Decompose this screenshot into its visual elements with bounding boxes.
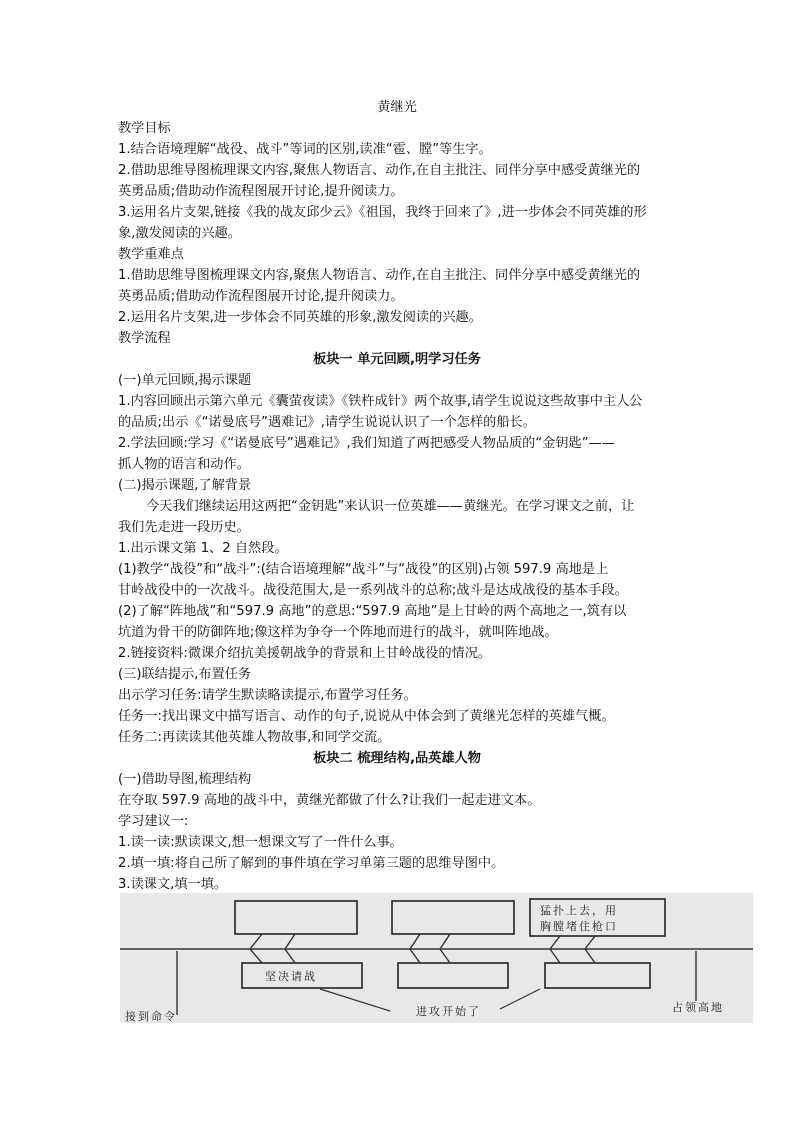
key-point-line: 1.借助思维导图梳理课文内容,聚焦人物语言、动作,在自主批注、同伴分享中感受黄继光的 xyxy=(118,268,641,283)
label-right: 占领高地 xyxy=(672,1001,724,1014)
connector xyxy=(585,936,595,949)
goal-line: 2.借助思维导图梳理课文内容,聚焦人物语言、动作,在自主批注、同伴分享中感受黄继光的 xyxy=(118,163,641,178)
key-point-line: 英勇品质;借助动作流程图展开讨论,提升阅读力。 xyxy=(118,289,404,304)
block2-line: (一)借助导图,梳理结构 xyxy=(118,772,252,787)
block1-line: 1.出示课文第 1、2 自然段。 xyxy=(118,541,288,556)
block1-line: (三)联结提示,布置任务 xyxy=(118,667,252,682)
box-text: 胸膛堵住枪口 xyxy=(540,920,618,933)
goal-line: 3.运用名片支架,链接《我的战友邱少云》《祖国，我终于回来了》,进一步体会不同英雄的形 xyxy=(118,205,647,220)
connector xyxy=(250,949,262,963)
block1-line: (2)了解“阵地战”和“597.9 高地”的意思:“597.9 高地”是上甘岭的两个高地之一,筑有以 xyxy=(118,604,627,619)
label-left: 接到命令 xyxy=(125,1010,177,1023)
connector xyxy=(440,934,450,949)
connector xyxy=(410,949,420,963)
block2-line: 学习建议一: xyxy=(118,814,189,829)
block1-line: 2.链接资料:微课介绍抗美援朝战争的背景和上甘岭战役的情况。 xyxy=(118,646,492,661)
block1-line: 坑道为骨干的防御阵地;像这样为争夺一个阵地而进行的战斗，就叫阵地战。 xyxy=(118,625,558,640)
block1-line: (1)教学“战役”和“战斗”:(结合语境理解“战斗”与“战役”的区别)占领 597.9 高地是上 xyxy=(118,562,609,577)
block1-title: 板块一 单元回顾,明学习任务 xyxy=(313,352,481,367)
connector xyxy=(285,949,295,963)
label-middle: 进攻开始了 xyxy=(416,1005,481,1018)
flow-heading: 教学流程 xyxy=(118,331,171,346)
connector xyxy=(440,949,450,963)
connector xyxy=(285,934,295,949)
connector xyxy=(550,949,560,963)
block1-line: (二)揭示课题,了解背景 xyxy=(118,478,252,493)
block2-line: 在夺取 597.9 高地的战斗中，黄继光都做了什么?让我们一起走进文本。 xyxy=(118,793,541,808)
top-box-2 xyxy=(392,901,514,934)
goals-heading: 教学目标 xyxy=(118,121,171,136)
block2-line: 1.读一读:默读课文,想一想课文写了一件什么事。 xyxy=(118,835,403,850)
goal-line: 象,激发阅读的兴趣。 xyxy=(118,226,241,241)
bottom-box-3 xyxy=(545,963,650,988)
block2-line: 3.读课文,填一填。 xyxy=(118,877,228,892)
block1-line: 任务二:再读读其他英雄人物故事,和同学交流。 xyxy=(118,730,391,745)
connector xyxy=(550,936,560,949)
key-point-line: 2.运用名片支架,进一步体会不同英雄的形象,激发阅读的兴趣。 xyxy=(118,310,482,325)
block1-line: 1.内容回顾出示第六单元《囊萤夜读》《铁杵成针》两个故事,请学生说说这些故事中主人公 xyxy=(118,394,643,409)
box-text: 猛扑上去，用 xyxy=(540,904,618,917)
goal-line: 英勇品质;借助动作流程图展开讨论,提升阅读力。 xyxy=(118,184,404,199)
top-box-1 xyxy=(235,901,357,934)
block1-line: 2.学法回顾:学习《“诺曼底号”遇难记》,我们知道了两把感受人物品质的“金钥匙”—— xyxy=(118,436,615,451)
connector xyxy=(250,934,262,949)
document-title: 黄继光 xyxy=(377,100,417,115)
block1-line: 我们先走进一段历史。 xyxy=(118,520,250,535)
block1-line: 出示学习任务:请学生默读略读提示,布置学习任务。 xyxy=(118,688,417,703)
connector xyxy=(410,934,420,949)
block1-line: 的品质;出示《“诺曼底号”遇难记》,请学生说说认识了一个怎样的船长。 xyxy=(118,415,536,430)
mind-map-svg xyxy=(120,893,753,1023)
block1-line: 甘岭战役中的一次战斗。战役范围大,是一系列战斗的总称;战斗是达成战役的基本手段。 xyxy=(118,583,628,598)
bottom-box-2 xyxy=(398,963,508,988)
box-text: 坚决请战 xyxy=(265,970,317,983)
block2-title: 板块二 梳理结构,品英雄人物 xyxy=(313,751,481,766)
pointer-line xyxy=(320,989,390,1011)
pointer-line xyxy=(500,989,540,1009)
block2-line: 2.填一填:将自己所了解到的事件填在学习单第三题的思维导图中。 xyxy=(118,856,505,871)
mind-map-diagram xyxy=(120,893,753,1023)
block1-line: 抓人物的语言和动作。 xyxy=(118,457,250,472)
goal-line: 1.结合语境理解“战役、战斗”等词的区别,读准“雹、膛”等生字。 xyxy=(118,142,492,157)
block1-line: (一)单元回顾,揭示课题 xyxy=(118,373,252,388)
connector xyxy=(585,949,595,963)
block1-line: 今天我们继续运用这两把“金钥匙”来认识一位英雄——黄继光。在学习课文之前，让 xyxy=(146,499,635,514)
block1-line: 任务一:找出课文中描写语言、动作的句子,说说从中体会到了黄继光怎样的英雄气概。 xyxy=(118,709,615,724)
key-points-heading: 教学重难点 xyxy=(118,247,184,262)
